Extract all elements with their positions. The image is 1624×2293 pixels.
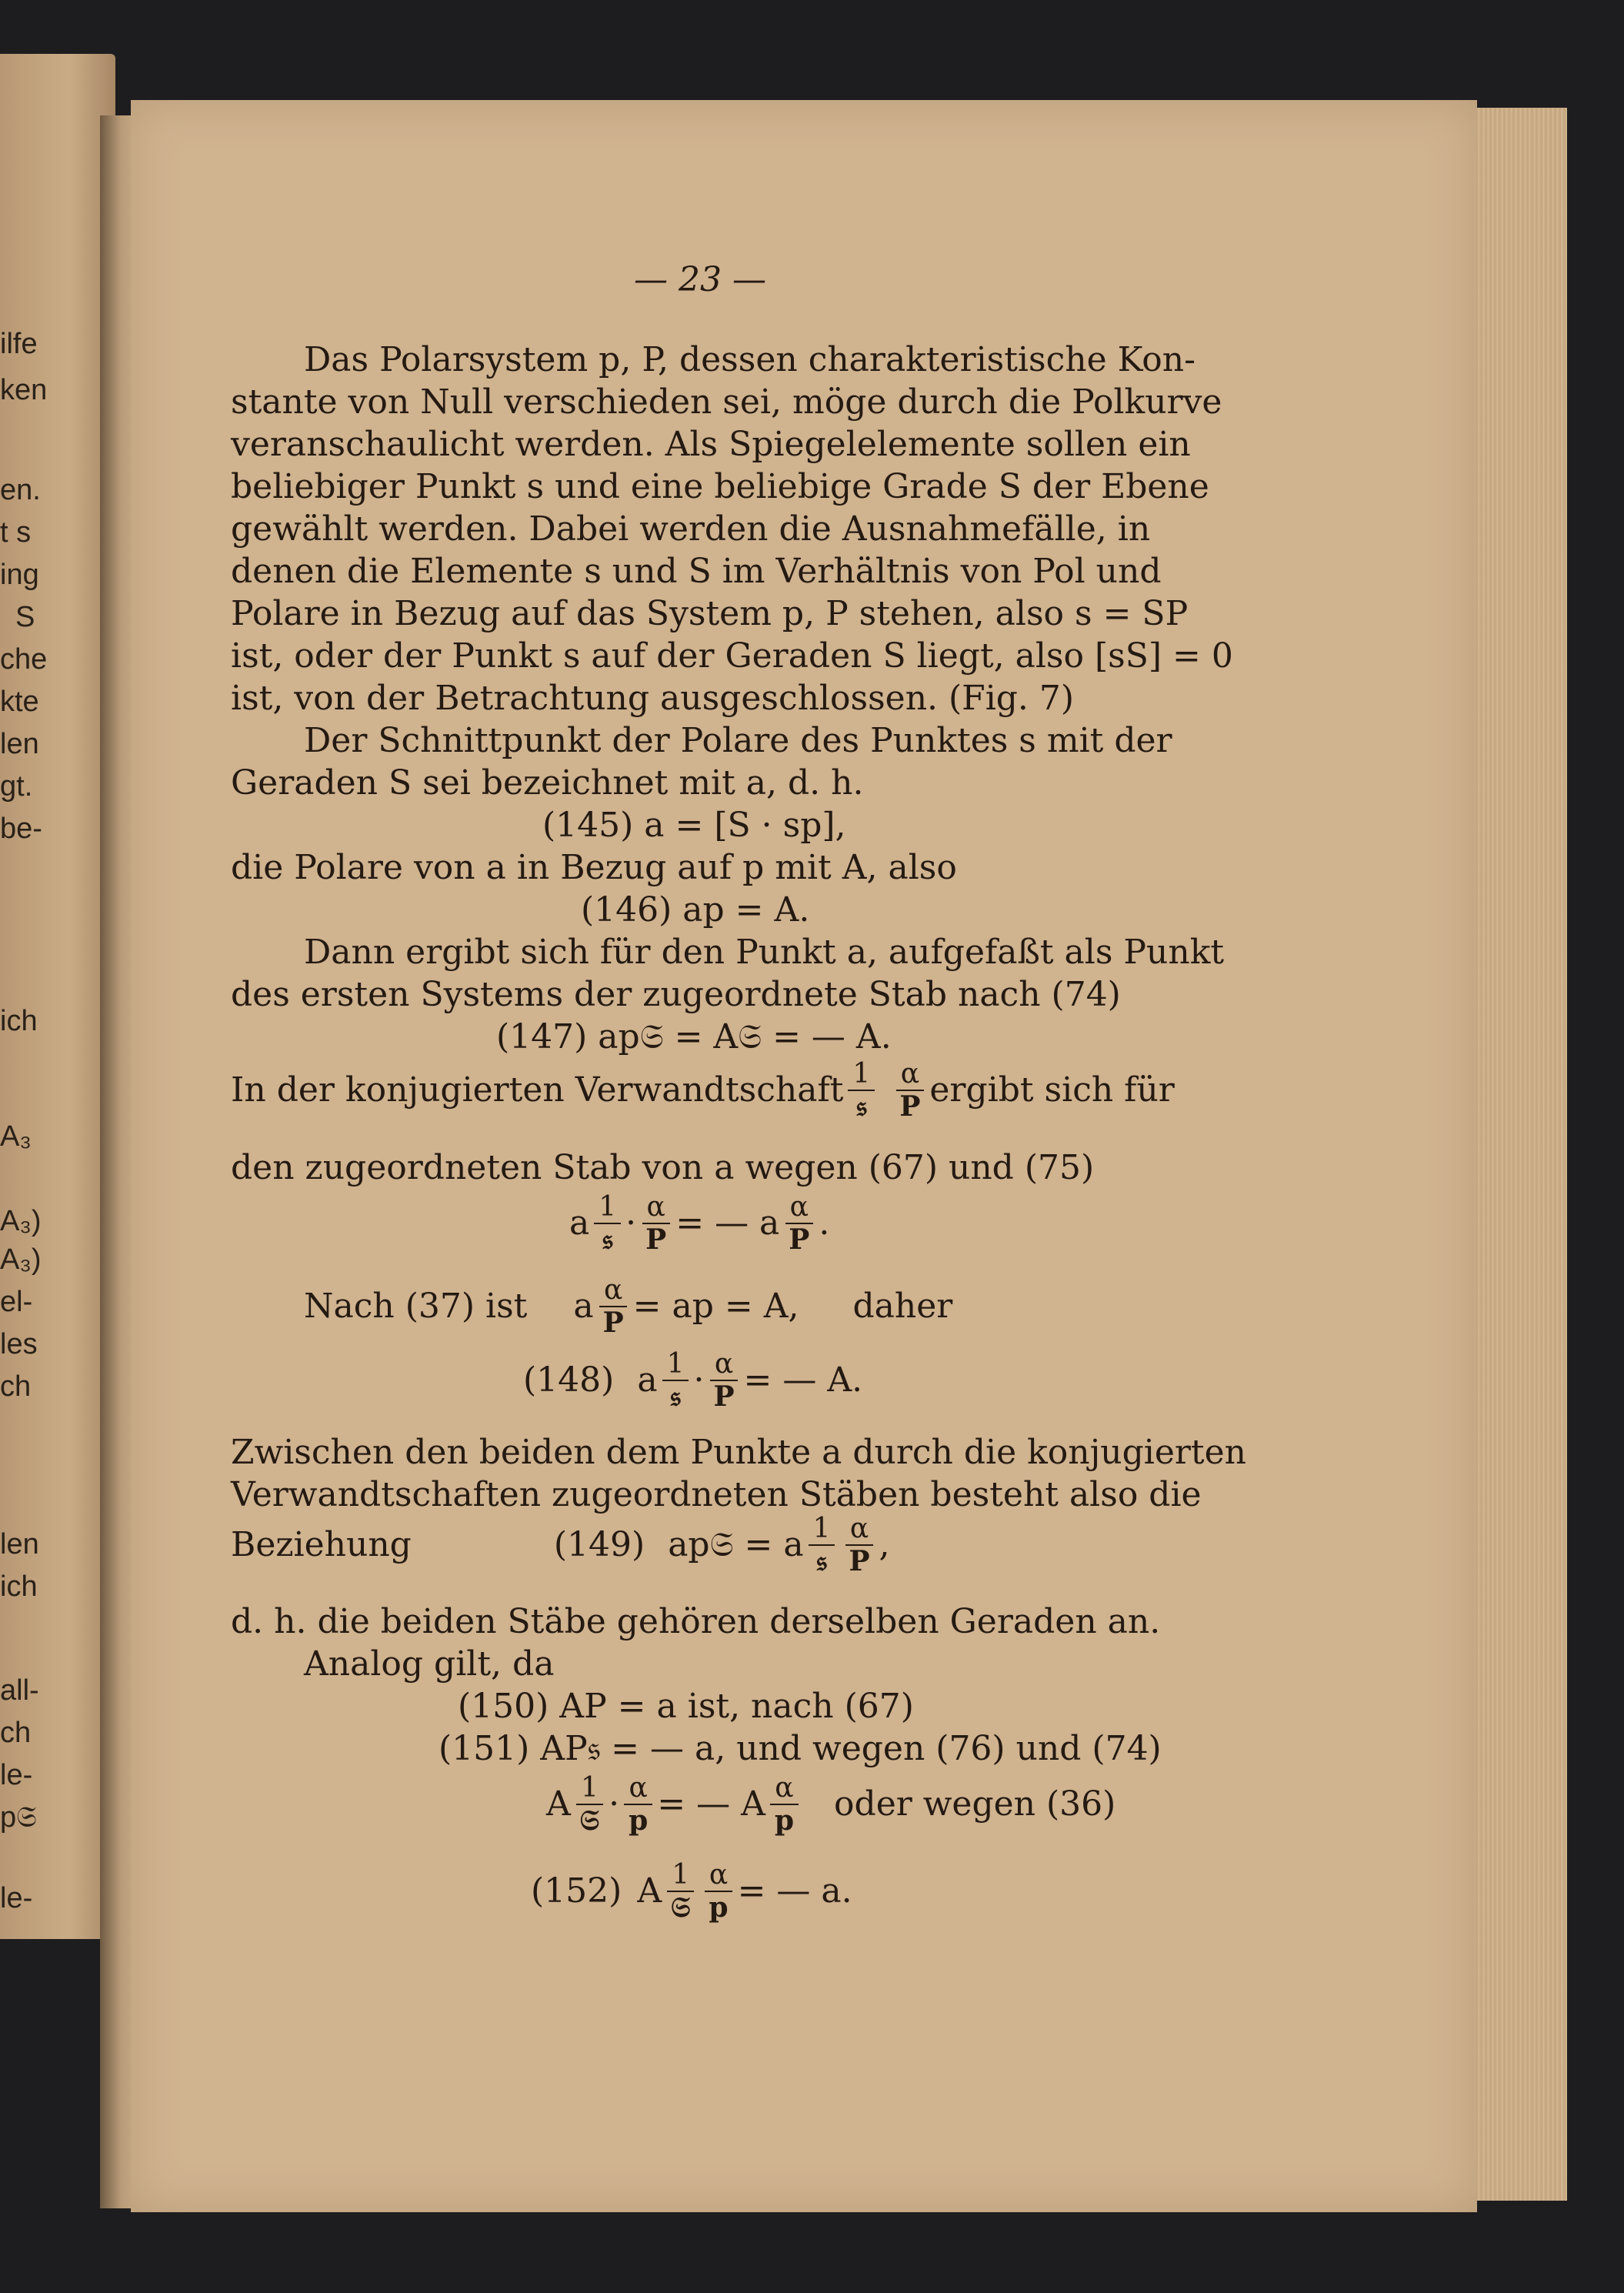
text-line: denen die Elemente s und S im Verhältnis von Pol und xyxy=(231,552,1162,591)
left-fragment: ich xyxy=(0,1005,38,1037)
equation-145: (145) a = [S · sp], xyxy=(542,806,846,845)
text-line: stante von Null verschieden sei, möge durch die Polkurve xyxy=(231,382,1222,422)
text-line: Dann ergibt sich für den Punkt a, aufgefaßt als Punkt xyxy=(304,933,1225,972)
page-edges xyxy=(1473,108,1567,2201)
left-fragment: le- xyxy=(0,1759,33,1791)
equation-146: (146) ap = A. xyxy=(581,890,810,930)
equation-A: A $\frac{1}{\text{𝔖}}$ · $\frac{\alpha}{p}$ = — A $\frac{\alpha}{p}$ oder wegen (36) xyxy=(546,1772,1116,1837)
left-fragment: le- xyxy=(0,1882,33,1914)
left-fragment: len xyxy=(0,1528,39,1560)
page-number: — 23 — xyxy=(634,260,766,299)
text-line: Polare in Bezug auf das System p, P stehen, also s = SP xyxy=(231,594,1189,633)
left-fragment: A₃ xyxy=(0,1120,32,1153)
left-fragment: ilfe xyxy=(0,328,38,360)
left-fragment: A₃) xyxy=(0,1243,42,1276)
text-line: Das Polarsystem p, P, dessen charakteristische Kon- xyxy=(304,340,1195,379)
text-line: des ersten Systems der zugeordnete Stab nach (74) xyxy=(231,975,1121,1014)
left-fragment: les xyxy=(0,1328,38,1360)
text-line: Analog gilt, da xyxy=(304,1644,555,1684)
text-line: den zugeordneten Stab von a wegen (67) und (75) xyxy=(231,1148,1095,1187)
text-line: beliebiger Punkt s und eine beliebige Grade S der Ebene xyxy=(231,467,1209,506)
text-line: d. h. die beiden Stäbe gehören derselben Geraden an. xyxy=(231,1602,1161,1641)
text-line: gewählt werden. Dabei werden die Ausnahmefälle, in xyxy=(231,509,1151,549)
left-fragment: ing xyxy=(0,559,39,591)
left-fragment: be- xyxy=(0,813,42,845)
text-line-nach-37: Nach (37) ist a $\frac{\alpha}{P}$ = ap = A, daher xyxy=(304,1274,953,1340)
left-page-edge xyxy=(0,54,115,1939)
left-fragment: t s xyxy=(0,516,32,549)
left-fragment: el- xyxy=(0,1286,33,1318)
left-fragment: S xyxy=(15,601,35,633)
left-fragment: kte xyxy=(0,686,39,718)
left-fragment: len xyxy=(0,728,39,760)
text-line: die Polare von a in Bezug auf p mit A, also xyxy=(231,848,957,887)
equation-149: Beziehung (149) ap𝔖 = a $\frac{1}{\text{𝔰}}$ $\frac{\alpha}{P}$ , xyxy=(231,1513,890,1578)
text-line: Verwandtschaften zugeordneten Stäben besteht also die xyxy=(231,1475,1202,1514)
text-line: Zwischen den beiden dem Punkte a durch die konjugierten xyxy=(231,1433,1246,1472)
equation-ap: a $\frac{1}{\text{𝔰}}$ · $\frac{\alpha}{P}$ = — a $\frac{\alpha}{P}$ . xyxy=(569,1191,830,1257)
text-line-fraction: In der konjugierten Verwandtschaft $\frac{1}{\text{𝔰}}$ $\frac{\alpha}{P}$ ergibt sich für xyxy=(231,1058,1175,1123)
left-fragment: ken xyxy=(0,374,48,406)
text-line: Geraden S sei bezeichnet mit a, d. h. xyxy=(231,763,864,803)
left-fragment: che xyxy=(0,643,48,676)
equation-151: (151) AP𝔰 = — a, und wegen (76) und (74) xyxy=(439,1729,1162,1768)
equation-152: (152) A $\frac{1}{\text{𝔖}}$ $\frac{\alpha}{p}$ = — a. xyxy=(531,1859,852,1924)
text-line: Der Schnittpunkt der Polare des Punktes s mit der xyxy=(304,721,1172,760)
fraction-group: $\frac{1}{\text{𝔰}}$ $\frac{\alpha}{P}$ xyxy=(843,1058,929,1123)
left-fragment: ch xyxy=(0,1717,32,1749)
equation-148: (148) a $\frac{1}{\text{𝔰}}$ · $\frac{\alpha}{P}$ = — A. xyxy=(523,1348,863,1414)
text-line: veranschaulicht werden. Als Spiegelelemente sollen ein xyxy=(231,425,1191,464)
left-fragment: all- xyxy=(0,1674,39,1707)
text-line: ist, von der Betrachtung ausgeschlossen. (Fig. 7) xyxy=(231,679,1075,718)
equation-147: (147) ap𝔖 = A𝔖 = — A. xyxy=(496,1017,892,1056)
left-fragment: ch xyxy=(0,1370,32,1403)
left-fragment: ich xyxy=(0,1570,38,1603)
left-fragment: en. xyxy=(0,474,41,506)
left-fragment: A₃) xyxy=(0,1205,42,1237)
text-line: ist, oder der Punkt s auf der Geraden S liegt, also [sS] = 0 xyxy=(231,636,1233,676)
equation-150: (150) AP = a ist, nach (67) xyxy=(458,1687,914,1726)
left-fragment: gt. xyxy=(0,770,33,803)
left-fragment: p𝔖 xyxy=(0,1801,37,1834)
